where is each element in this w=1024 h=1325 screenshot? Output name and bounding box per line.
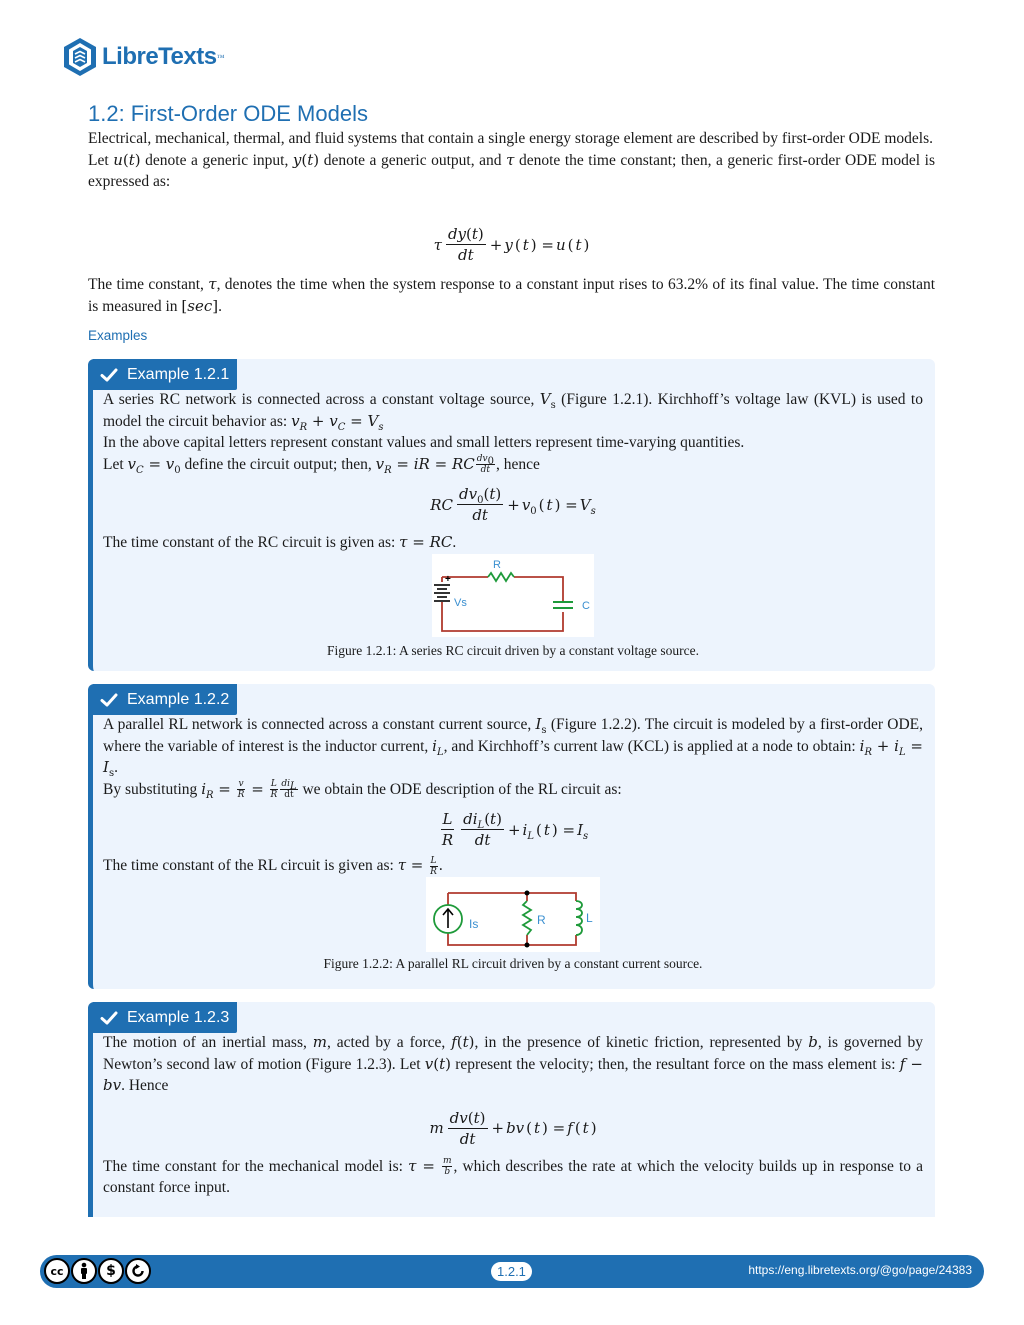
example-1-paragraph-3: Let $v_C = v_0$ define the circuit output; then, $v_R$ = iR = RC $\frac{dv_0}{dt}$ , hence: [103, 454, 540, 476]
example-label-2: Example 1.2.2: [127, 690, 230, 708]
battery-plus: +: [445, 573, 451, 585]
example-2-paragraph-3: The time constant of the RL circuit is given as: τ = $\frac{L}{R}$ .: [103, 856, 443, 878]
rl-ode-equation: $\frac{L}{R}$ $\frac{di_L(t)}{dt}$ + $i_L$ ( t ) = $I_s$: [441, 810, 589, 850]
capacitor-label: C: [582, 599, 590, 612]
logo-text: LibreTexts: [102, 43, 217, 70]
page-number: 1.2.1: [491, 1262, 532, 1281]
cc-license-badge[interactable]: [44, 1258, 151, 1284]
figure-1-caption: Figure 1.2.1: A series RC circuit driven by a constant voltage source.: [327, 642, 699, 658]
by-icon: [71, 1258, 97, 1284]
checkmark-icon: [99, 1008, 119, 1028]
time-constant-paragraph: The time constant, τ, denotes the time when the system response to a constant input rises to 63.2% of its final value. The time constant is measured in [sec].: [88, 275, 935, 315]
rc-circuit-figure: [432, 554, 594, 637]
example-2-paragraph-1: A parallel RL network is connected across a constant current source, $I_s$ (Figure 1.2.2). The circuit is modeled by a first-order ODE, where the variable of interest is the inductor current, $i_L$, and Kirchhoff’s current law (KCL) is applied at a node to obtain: $i_R + i_L = I_s$.: [103, 715, 923, 779]
examples-link[interactable]: Examples: [88, 328, 148, 343]
checkmark-icon: [99, 690, 119, 710]
example-1-paragraph-4: The time constant of the RC circuit is given as: τ = RC.: [103, 533, 457, 552]
resistor-label: R: [537, 913, 546, 928]
example-body-2: [103, 714, 923, 972]
time-constant-section: [88, 274, 935, 317]
intro-paragraph-1: Electrical, mechanical, thermal, and fluid systems that contain a single energy storage element are described by first-order ODE models.: [88, 130, 934, 147]
example-label-1: Example 1.2.1: [127, 365, 230, 383]
example-3-paragraph-1: The motion of an inertial mass, m, acted by a force, f(t), in the presence of kinetic friction, represented by b, is governed by Newton’s second law of motion (Figure 1.2.3). Let v(t) represent the velocity; then, the resultant force on the mass element is: f − bv. Hence: [103, 1033, 923, 1094]
cc-icon: cc: [44, 1258, 70, 1284]
example-body-1: [103, 389, 923, 659]
page-title: 1.2: First-Order ODE Models: [88, 101, 368, 126]
libretexts-logo-icon: [62, 37, 98, 77]
resistor-r: [523, 901, 531, 935]
example-tab-3[interactable]: [93, 1002, 237, 1033]
sa-icon: [125, 1258, 151, 1284]
example-label-3: Example 1.2.3: [127, 1008, 230, 1026]
example-tab-2[interactable]: [93, 684, 237, 715]
libretexts-logo[interactable]: [62, 36, 224, 78]
mechanical-ode-equation: m $\frac{dv(t)}{dt}$ + bv ( t ) = f ( t ): [429, 1108, 597, 1148]
example-1-paragraph-1: A series RC network is connected across a constant voltage source, $V_s$ (Figure 1.2.1). Kirchhoff’s voltage law (KVL) is used to model the circuit behavior as: $v_R + v_C = V_s$: [103, 390, 923, 433]
capacitor-c: [553, 602, 573, 608]
example-box-3: [88, 1002, 935, 1217]
is-label: Is: [469, 917, 479, 932]
example-box-2: [88, 684, 935, 989]
example-1-paragraph-2: In the above capital letters represent constant values and small letters represent time-varying quantities.: [103, 434, 745, 451]
logo-trademark: ™: [216, 52, 225, 62]
resistor-r: [488, 573, 514, 581]
inductor-label: L: [586, 911, 593, 926]
resistor-label: R: [493, 558, 501, 571]
footer-bar: [40, 1255, 984, 1288]
figure-2-caption: Figure 1.2.2: A parallel RL circuit driven by a constant current source.: [323, 956, 703, 972]
battery-vs: [434, 585, 450, 601]
vs-label: Vs: [454, 596, 467, 609]
checkmark-icon: [99, 365, 119, 385]
page-url[interactable]: https://eng.libretexts.org/@go/page/24383: [748, 1263, 972, 1277]
nc-icon: $: [98, 1258, 124, 1284]
example-3-paragraph-2: The time constant for the mechanical model is: τ = $\frac{m}{b}$ , which describes the rate at which the velocity builds up in response to a constant force input.: [103, 1156, 924, 1197]
example-2-paragraph-2: By substituting $i_R$ = $\frac{v}{R}$ = $\frac{L}{R}$ $\frac{di_L}{dt}$ we obtain the ODE description of the RL circuit as:: [103, 779, 622, 801]
example-body-3: [103, 1032, 923, 1199]
example-tab-1[interactable]: [93, 359, 237, 390]
example-box-1: [88, 359, 935, 671]
intro-section: [88, 128, 935, 193]
inductor-l: [576, 901, 582, 935]
generic-ode-equation: τ $\frac{dy(t)}{dt}$ + y ( t ) = u ( t ): [433, 225, 590, 264]
rc-ode-equation: RC $\frac{dv_0(t)}{dt}$ + $v_0$ ( t ) = $V_s$: [430, 485, 596, 525]
rl-circuit-figure: [426, 877, 600, 952]
intro-paragraph-2: Let u(t) denote a generic input, y(t) denote a generic output, and τ denote the time constant; then, a generic first-order ODE model is expressed as:: [88, 150, 935, 190]
